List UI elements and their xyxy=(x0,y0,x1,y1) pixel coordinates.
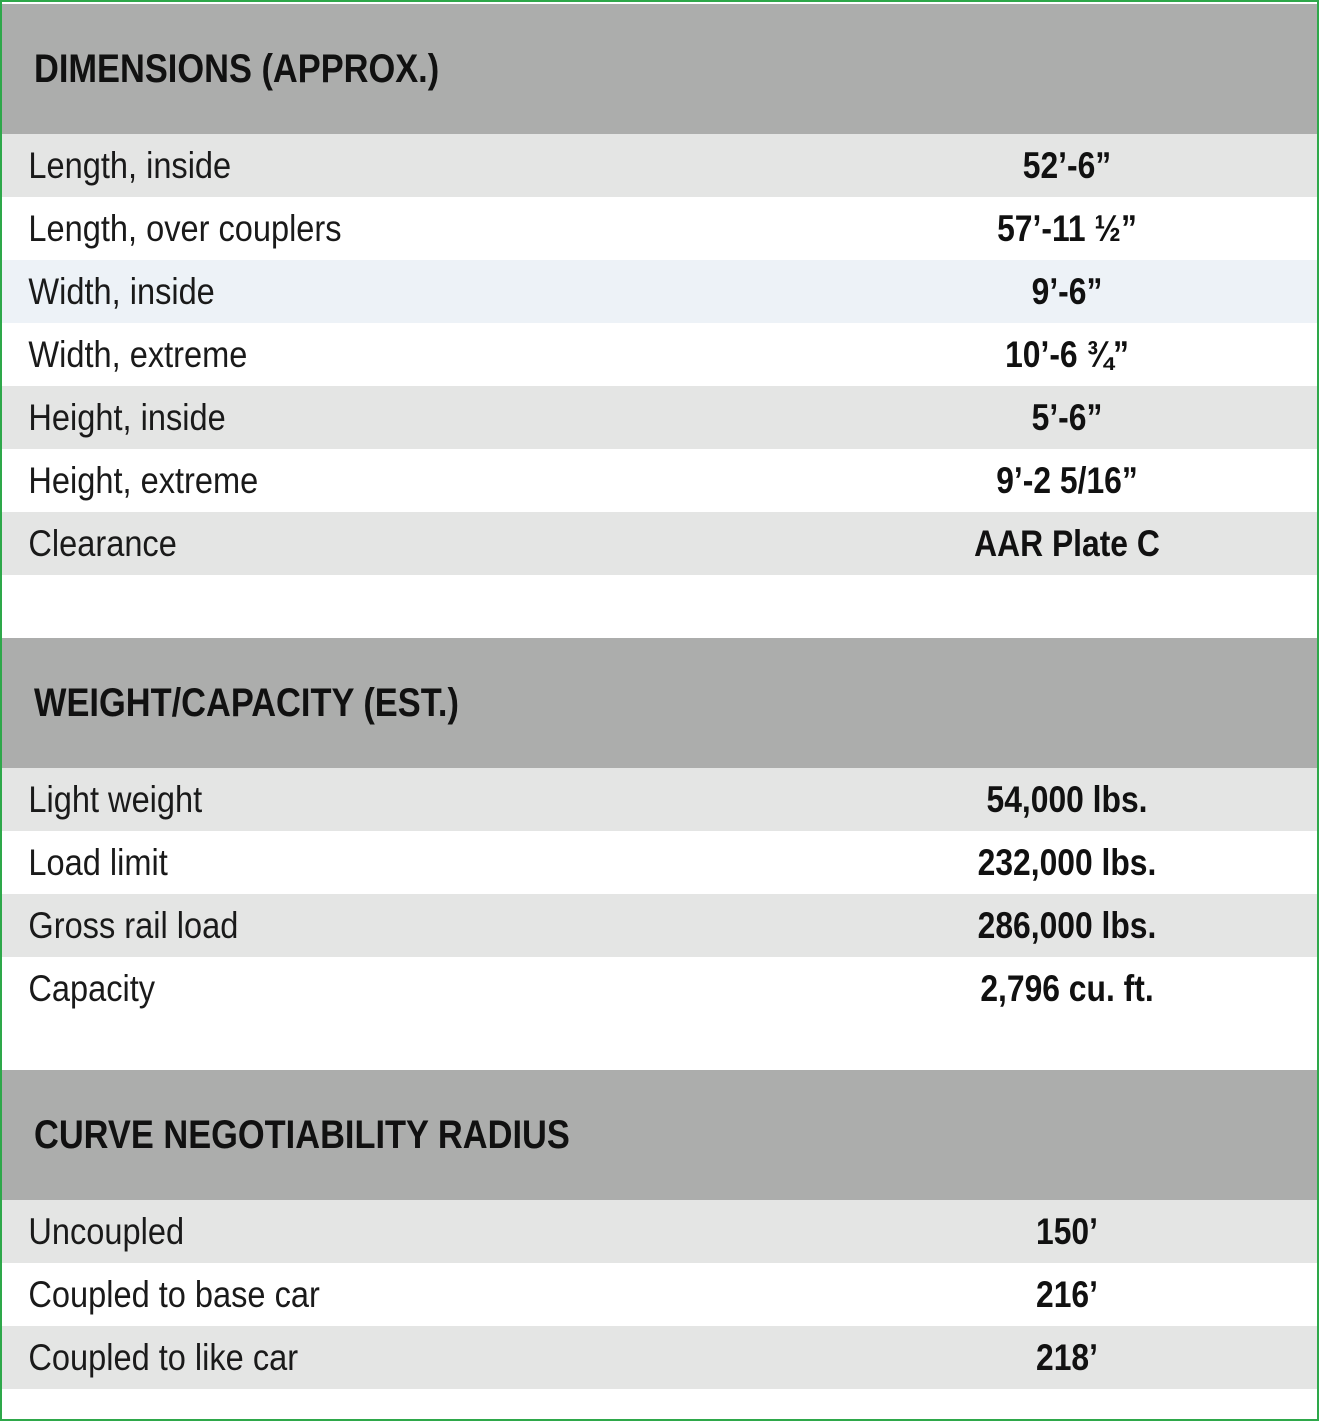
section-title: WEIGHT/CAPACITY (EST.) xyxy=(34,680,459,725)
spec-label: Light weight xyxy=(28,778,203,820)
spec-label: Uncoupled xyxy=(28,1210,185,1252)
spec-label: Width, inside xyxy=(28,270,215,312)
spec-row xyxy=(2,134,1317,197)
spec-value: 5’-6” xyxy=(1031,396,1103,438)
spec-value: 57’-11 ½” xyxy=(997,207,1137,249)
spec-value: 216’ xyxy=(1036,1273,1098,1315)
spec-value: 54,000 lbs. xyxy=(986,778,1148,820)
spec-value: 286,000 lbs. xyxy=(977,904,1157,946)
section-title: DIMENSIONS (APPROX.) xyxy=(34,46,440,91)
spec-row xyxy=(2,894,1317,957)
spec-value: 9’-2 5/16” xyxy=(996,459,1138,501)
spec-row xyxy=(2,1263,1317,1326)
spec-label: Length, inside xyxy=(28,144,232,186)
spec-row xyxy=(2,449,1317,512)
spec-label: Height, extreme xyxy=(28,459,259,501)
section-header xyxy=(2,4,1317,134)
section-header xyxy=(2,638,1317,768)
dimensions-section xyxy=(2,4,1317,575)
spec-label: Coupled to base car xyxy=(28,1273,320,1315)
section-header xyxy=(2,1070,1317,1200)
spec-value: 150’ xyxy=(1036,1210,1098,1252)
spec-row xyxy=(2,512,1317,575)
spec-label: Coupled to like car xyxy=(28,1336,299,1378)
spec-value: 9’-6” xyxy=(1031,270,1103,312)
spec-row xyxy=(2,831,1317,894)
spec-value: 218’ xyxy=(1036,1336,1098,1378)
spec-value: 2,796 cu. ft. xyxy=(980,967,1154,1009)
spec-row xyxy=(2,1326,1317,1389)
spec-value: AAR Plate C xyxy=(974,522,1160,564)
spec-label: Length, over couplers xyxy=(28,207,342,249)
curve-radius-section xyxy=(2,1070,1317,1389)
section-title: CURVE NEGOTIABILITY RADIUS xyxy=(34,1112,570,1157)
spec-row xyxy=(2,386,1317,449)
weight-capacity-section xyxy=(2,638,1317,1020)
spec-row xyxy=(2,957,1317,1020)
spec-label: Capacity xyxy=(28,967,156,1009)
spec-label: Load limit xyxy=(28,841,168,883)
spec-label: Clearance xyxy=(28,522,177,564)
spec-row xyxy=(2,768,1317,831)
spec-label: Width, extreme xyxy=(28,333,248,375)
spec-row xyxy=(2,1200,1317,1263)
spec-label: Height, inside xyxy=(28,396,226,438)
spec-row xyxy=(2,197,1317,260)
spec-row xyxy=(2,323,1317,386)
spec-value: 52’-6” xyxy=(1022,144,1112,186)
spec-value: 232,000 lbs. xyxy=(977,841,1157,883)
spec-value: 10’-6 ¾” xyxy=(1005,333,1129,375)
spec-row xyxy=(2,260,1317,323)
spec-label: Gross rail load xyxy=(28,904,239,946)
